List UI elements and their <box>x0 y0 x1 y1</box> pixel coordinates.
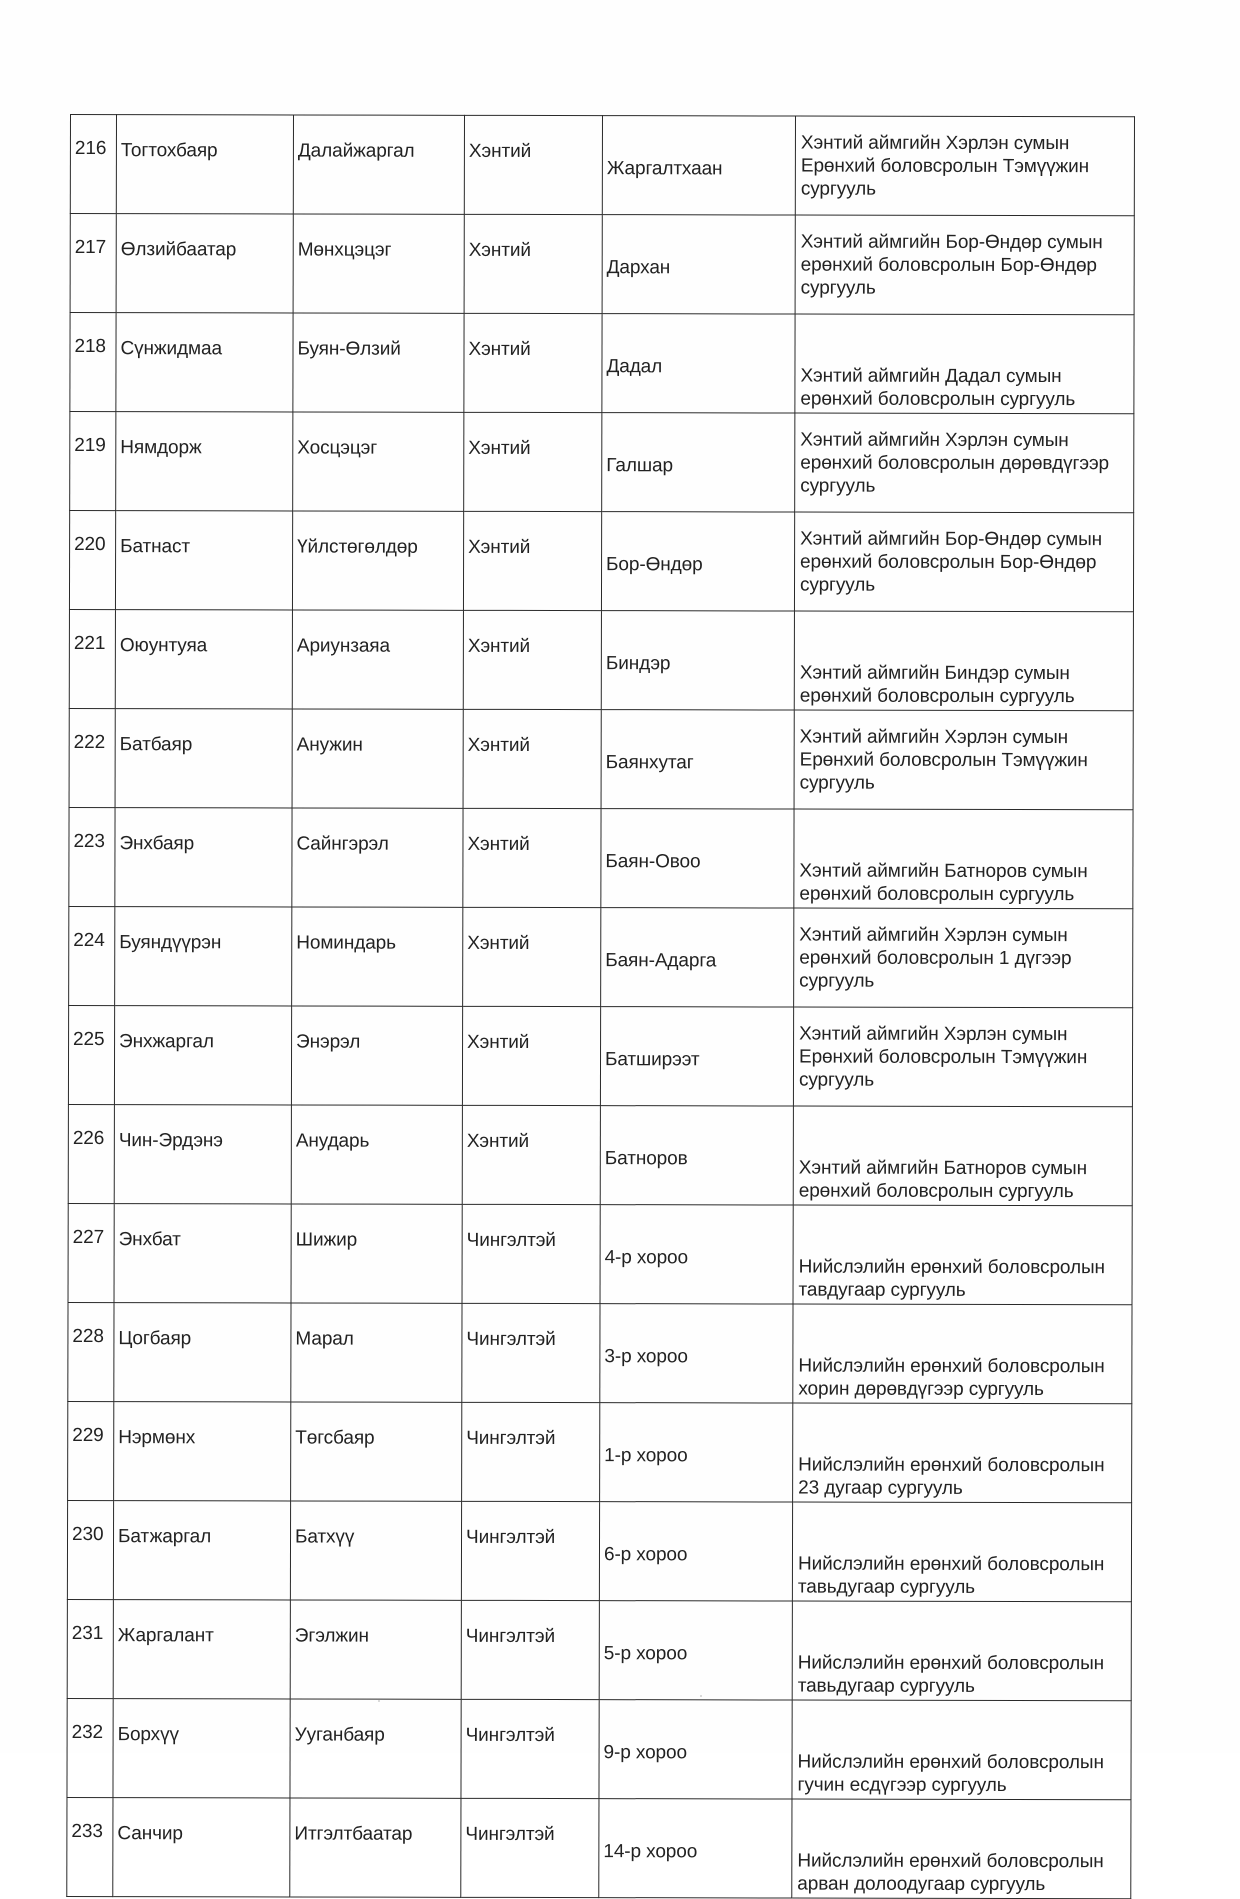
table-row <box>67 1500 1131 1601</box>
first-name-cell: Борхүү <box>113 1699 290 1798</box>
first-name-cell: Санчир <box>113 1798 290 1897</box>
table-row <box>68 1401 1132 1502</box>
first-name-cell: Жаргалант <box>113 1600 290 1699</box>
table-row <box>68 1005 1132 1106</box>
district-cell: 9-р хороо <box>599 1700 792 1799</box>
region-cell: Хэнтий <box>464 412 602 511</box>
given-name-cell: Батхүү <box>290 1501 461 1600</box>
given-name-cell: Шижир <box>291 1204 462 1303</box>
school-cell: Нийслэлийн ерөнхий боловсролын тавьдугаар сургууль <box>792 1601 1131 1701</box>
row-number: 218 <box>70 313 116 412</box>
district-cell: 5-р хороо <box>599 1601 792 1700</box>
row-number: 227 <box>68 1203 114 1302</box>
table-row <box>68 1203 1132 1304</box>
district-cell: 14-р хороо <box>599 1799 792 1898</box>
scan-speck <box>700 1695 702 1697</box>
roster-table-container <box>66 114 1134 1899</box>
district-cell: Батширээт <box>600 1007 793 1106</box>
school-cell: Хэнтий аймгийн Хэрлэн сумын ерөнхий боловсролын 1 дүгээр сургууль <box>794 908 1133 1008</box>
given-name-cell: Үйлстөгөлдөр <box>292 511 463 610</box>
district-cell: 4-р хороо <box>600 1205 793 1304</box>
region-cell: Хэнтий <box>463 610 601 709</box>
district-cell: Биндэр <box>601 611 794 710</box>
school-cell: Нийслэлийн ерөнхий боловсролын гучин есдүгээр сургууль <box>792 1700 1131 1800</box>
given-name-cell: Далайжаргал <box>293 115 464 214</box>
school-cell: Хэнтий аймгийн Хэрлэн сумын Ерөнхий боловсролын Тэмүүжин сургууль <box>794 710 1133 810</box>
school-cell: Хэнтий аймгийн Бор-Өндөр сумын ерөнхий боловсролын Бор-Өндөр сургууль <box>795 215 1134 315</box>
first-name-cell: Тогтохбаяр <box>116 115 293 214</box>
first-name-cell: Сүнжидмаа <box>116 313 293 412</box>
school-cell: Нийслэлийн ерөнхий боловсролын арван долоодугаар сургууль <box>792 1799 1131 1899</box>
table-row <box>70 412 1134 513</box>
first-name-cell: Буяндүүрэн <box>115 907 292 1006</box>
roster-table-body <box>67 115 1135 1899</box>
given-name-cell: Төгсбаяр <box>291 1402 462 1501</box>
table-row <box>68 1104 1132 1205</box>
region-cell: Хэнтий <box>463 511 601 610</box>
region-cell: Чингэлтэй <box>461 1501 599 1600</box>
region-cell: Хэнтий <box>463 709 601 808</box>
row-number: 233 <box>67 1797 113 1896</box>
given-name-cell: Ариунзаяа <box>292 610 463 709</box>
table-row <box>69 511 1133 612</box>
given-name-cell: Итгэлтбаатар <box>290 1798 461 1897</box>
school-cell: Хэнтий аймгийн Хэрлэн сумын Ерөнхий боловсролын Тэмүүжин сургууль <box>795 116 1134 216</box>
school-cell: Нийслэлийн ерөнхий боловсролын тавдугаар сургууль <box>793 1205 1132 1305</box>
given-name-cell: Буян-Өлзий <box>293 313 464 412</box>
row-number: 229 <box>68 1401 114 1500</box>
district-cell: Баянхутаг <box>601 710 794 809</box>
region-cell: Чингэлтэй <box>462 1402 600 1501</box>
school-cell: Хэнтий аймгийн Батноров сумын ерөнхий боловсролын сургууль <box>794 809 1133 909</box>
first-name-cell: Оюунтуяа <box>115 610 292 709</box>
district-cell: 6-р хороо <box>599 1502 792 1601</box>
row-number: 224 <box>69 906 115 1005</box>
district-cell: Батноров <box>600 1106 793 1205</box>
region-cell: Хэнтий <box>464 313 602 412</box>
district-cell: Галшар <box>602 413 795 512</box>
school-cell: Нийслэлийн ерөнхий боловсролын хорин дөрөвдүгээр сургууль <box>793 1304 1132 1404</box>
school-cell: Хэнтий аймгийн Батноров сумын ерөнхий боловсролын сургууль <box>793 1106 1132 1206</box>
table-row <box>69 906 1133 1007</box>
school-cell: Хэнтий аймгийн Биндэр сумын ерөнхий боловсролын сургууль <box>794 611 1133 711</box>
school-cell: Хэнтий аймгийн Хэрлэн сумын Ерөнхий боловсролын Тэмүүжин сургууль <box>793 1007 1132 1107</box>
school-cell: Хэнтий аймгийн Хэрлэн сумын ерөнхий боловсролын дөрөвдүгээр сургууль <box>795 413 1134 513</box>
row-number: 221 <box>69 609 115 708</box>
roster-table <box>66 114 1135 1899</box>
region-cell: Хэнтий <box>462 1006 600 1105</box>
region-cell: Хэнтий <box>464 115 602 214</box>
table-row <box>69 708 1133 809</box>
region-cell: Чингэлтэй <box>462 1303 600 1402</box>
row-number: 219 <box>70 412 116 511</box>
row-number: 220 <box>69 511 115 610</box>
district-cell: Жаргалтхаан <box>602 116 795 215</box>
first-name-cell: Нямдорж <box>116 412 293 511</box>
table-row <box>67 1599 1131 1700</box>
first-name-cell: Цогбаяр <box>114 1303 291 1402</box>
first-name-cell: Батжаргал <box>113 1501 290 1600</box>
table-row <box>68 1302 1132 1403</box>
row-number: 226 <box>68 1104 114 1203</box>
row-number: 230 <box>67 1500 113 1599</box>
district-cell: Баян-Овоо <box>601 809 794 908</box>
region-cell: Чингэлтэй <box>461 1699 599 1798</box>
region-cell: Хэнтий <box>462 1105 600 1204</box>
given-name-cell: Мөнхцэцэг <box>293 214 464 313</box>
row-number: 232 <box>67 1698 113 1797</box>
first-name-cell: Чин-Эрдэнэ <box>114 1105 291 1204</box>
first-name-cell: Батбаяр <box>115 709 292 808</box>
row-number: 231 <box>67 1599 113 1698</box>
table-row <box>70 214 1134 315</box>
given-name-cell: Сайнгэрэл <box>292 808 463 907</box>
given-name-cell: Энэрэл <box>291 1006 462 1105</box>
first-name-cell: Энхжаргал <box>114 1006 291 1105</box>
region-cell: Чингэлтэй <box>461 1600 599 1699</box>
given-name-cell: Анударь <box>291 1105 462 1204</box>
given-name-cell: Марал <box>291 1303 462 1402</box>
district-cell: Дадал <box>602 314 795 413</box>
school-cell: Хэнтий аймгийн Дадал сумын ерөнхий боловсролын сургууль <box>795 314 1134 414</box>
school-cell: Нийслэлийн ерөнхий боловсролын тавьдугаар сургууль <box>792 1502 1131 1602</box>
first-name-cell: Өлзийбаатар <box>116 214 293 313</box>
given-name-cell: Ууганбаяр <box>290 1699 461 1798</box>
row-number: 225 <box>68 1005 114 1104</box>
given-name-cell: Эгэлжин <box>290 1600 461 1699</box>
table-row <box>70 115 1134 216</box>
region-cell: Чингэлтэй <box>461 1798 599 1897</box>
table-row <box>67 1797 1131 1898</box>
first-name-cell: Энхбаяр <box>115 808 292 907</box>
region-cell: Хэнтий <box>464 214 602 313</box>
row-number: 217 <box>70 214 116 313</box>
district-cell: Баян-Адарга <box>601 908 794 1007</box>
given-name-cell: Анужин <box>292 709 463 808</box>
region-cell: Хэнтий <box>463 907 601 1006</box>
district-cell: Бор-Өндөр <box>601 512 794 611</box>
table-row <box>69 609 1133 710</box>
table-row <box>70 313 1134 414</box>
row-number: 223 <box>69 807 115 906</box>
first-name-cell: Батнаст <box>115 511 292 610</box>
given-name-cell: Номиндарь <box>292 907 463 1006</box>
district-cell: 3-р хороо <box>600 1304 793 1403</box>
school-cell: Хэнтий аймгийн Бор-Өндөр сумын ерөнхий боловсролын Бор-Өндөр сургууль <box>794 512 1133 612</box>
first-name-cell: Нэрмөнх <box>114 1402 291 1501</box>
row-number: 228 <box>68 1302 114 1401</box>
school-cell: Нийслэлийн ерөнхий боловсролын 23 дугаар сургууль <box>793 1403 1132 1503</box>
region-cell: Чингэлтэй <box>462 1204 600 1303</box>
table-row <box>69 807 1133 908</box>
district-cell: 1-р хороо <box>600 1403 793 1502</box>
table-row <box>67 1698 1131 1799</box>
scan-speck <box>378 1700 380 1702</box>
row-number: 216 <box>70 115 116 214</box>
region-cell: Хэнтий <box>463 808 601 907</box>
row-number: 222 <box>69 708 115 807</box>
first-name-cell: Энхбат <box>114 1204 291 1303</box>
given-name-cell: Хосцэцэг <box>293 412 464 511</box>
district-cell: Дархан <box>602 215 795 314</box>
